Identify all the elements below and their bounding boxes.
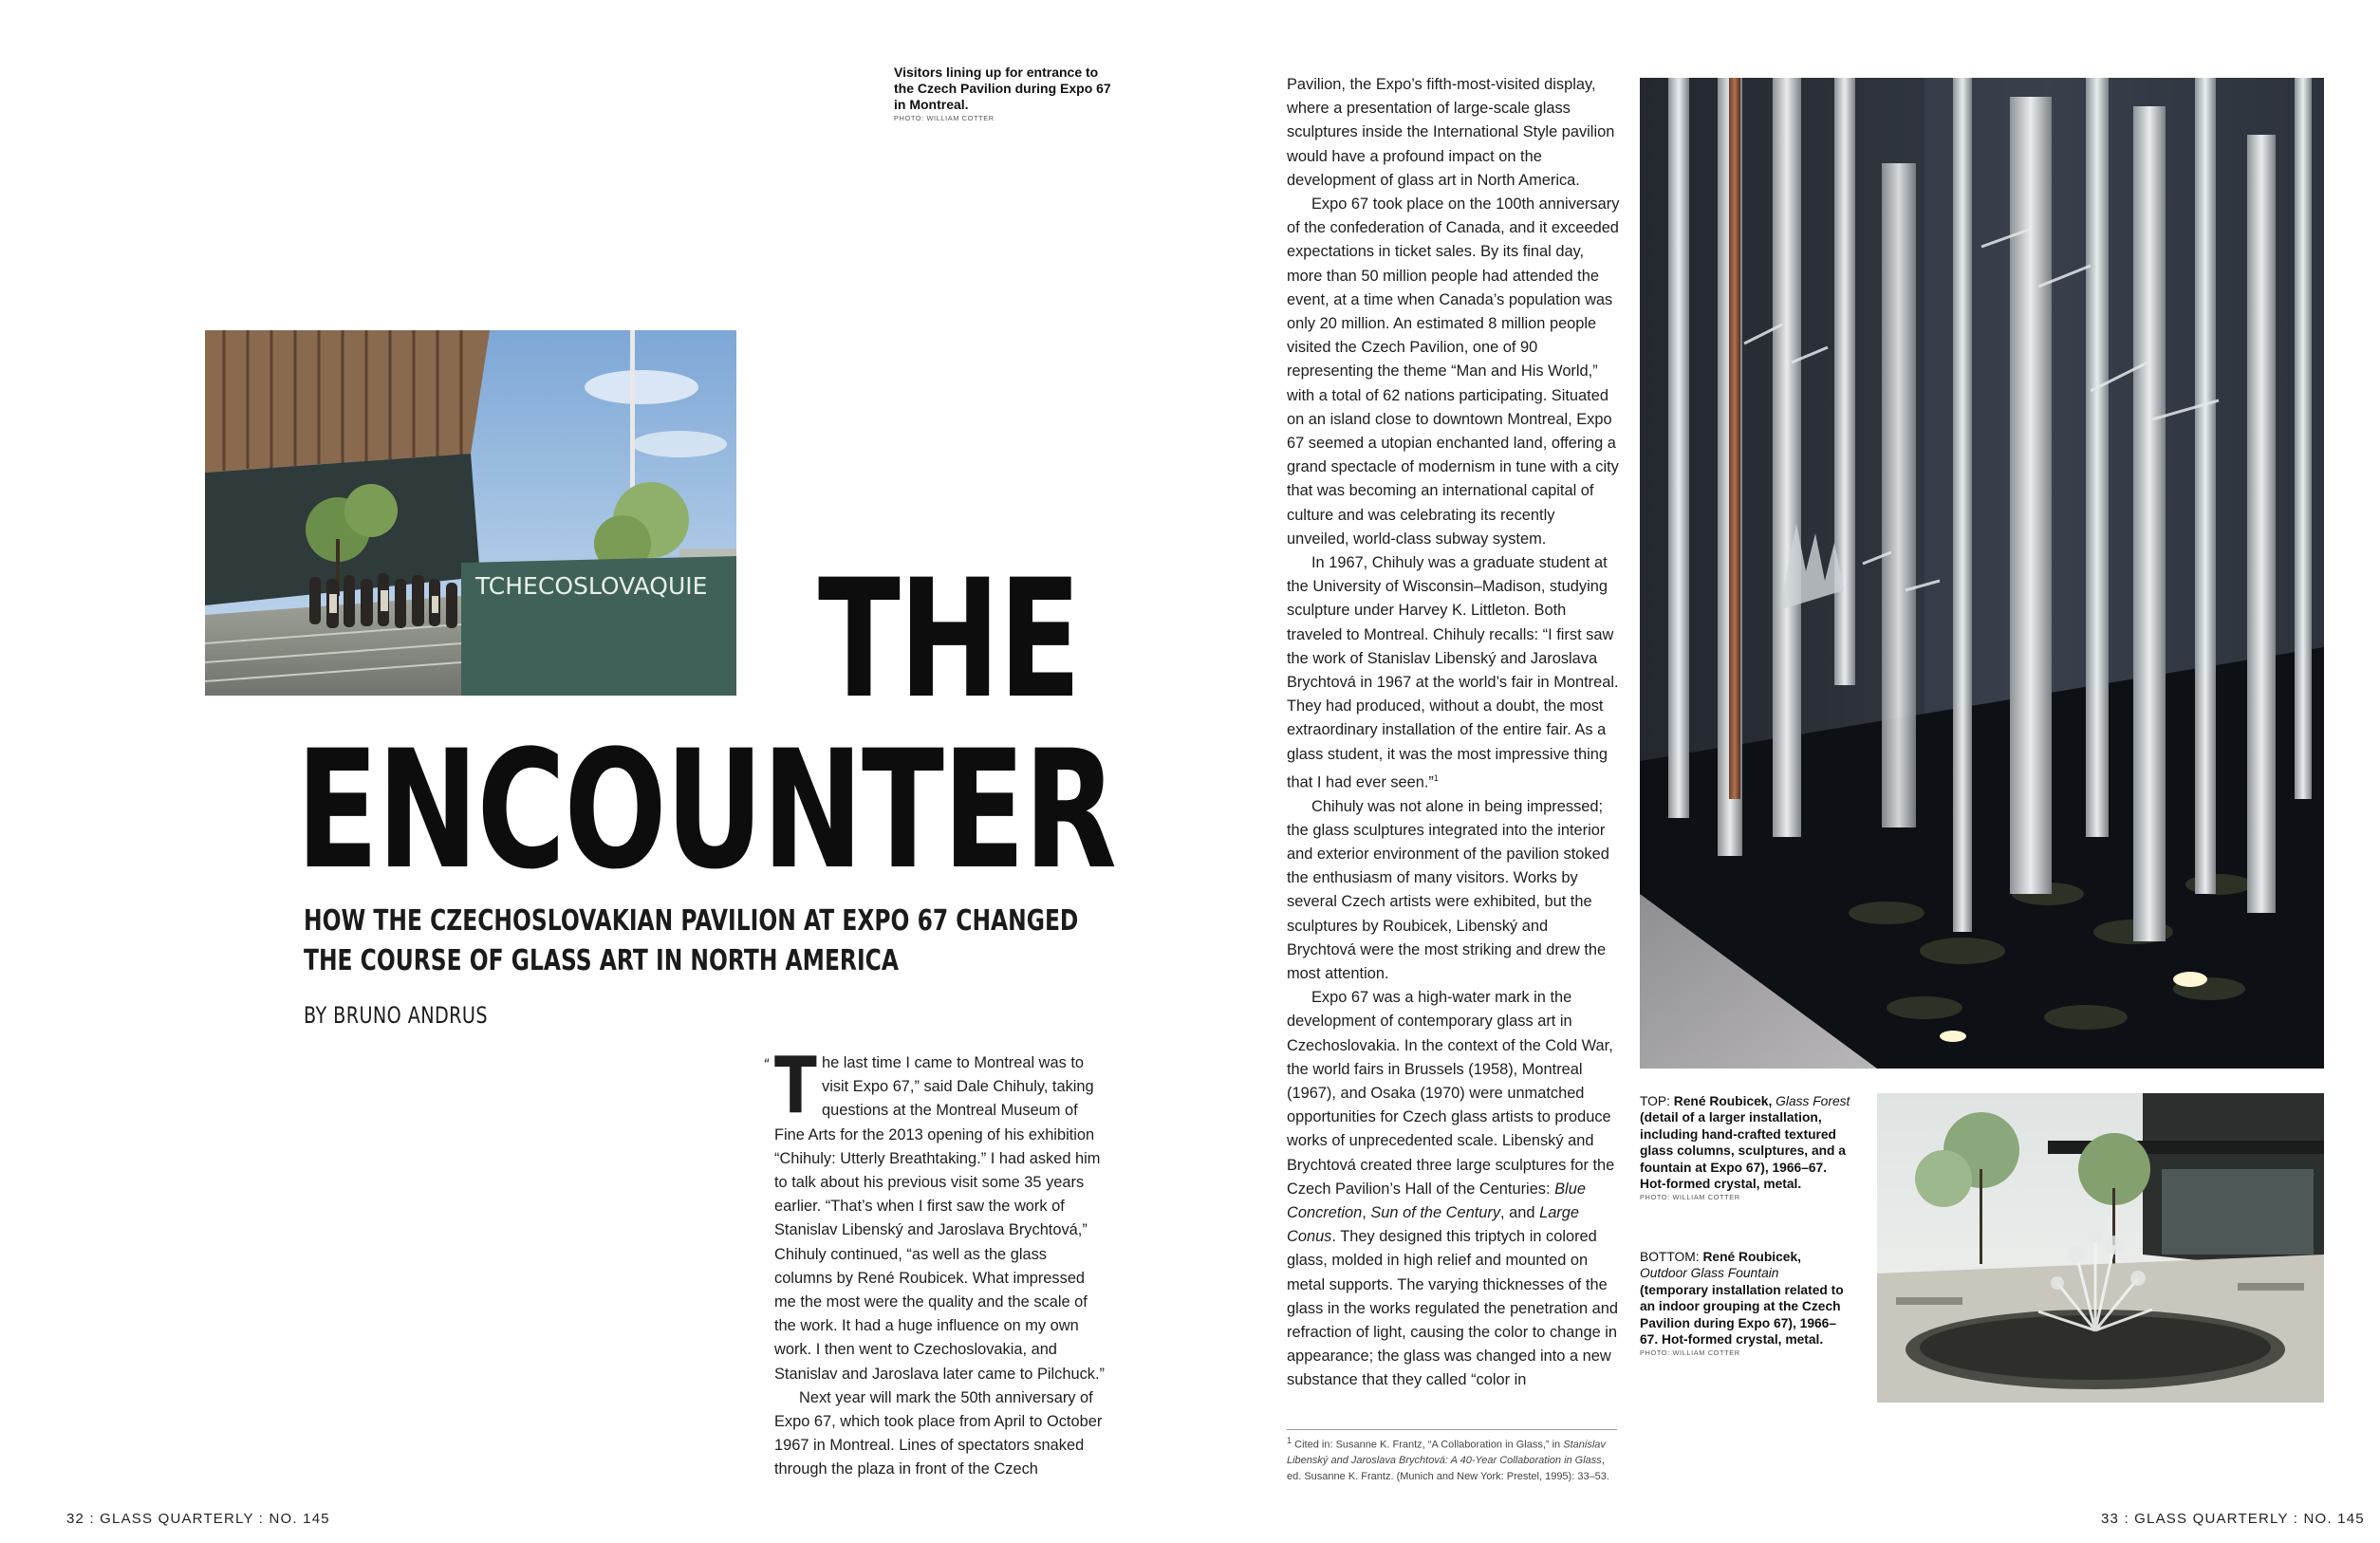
footnote-tail: , ed. Susanne K. Frantz. (Munich and New York: Prestel, 1995): 33–53.: [1287, 1455, 1609, 1482]
footnote-ref: 1: [1433, 772, 1439, 783]
caption-top-artist: René Roubicek,: [1673, 1094, 1773, 1108]
caption-top-title: Glass Forest: [1776, 1094, 1850, 1108]
pavilion-photo-illustration: [205, 330, 736, 696]
pavilion-sign-text: TCHECOSLOVAQUIE: [475, 572, 708, 600]
caption-bottom-artist: René Roubicek,: [1702, 1250, 1801, 1264]
paragraph-7-text: Expo 67 was a high-water mark in the development of contemporary glass art in Czechoslovakia. In the context of the Cold War, the world fairs in Brussels (1958), Montreal (1967), and Osaka (1970) were unmatched opportunities for Czech glass artists to produce works of unprecedented scale. Libenský and Brychtová created three large sculptures for the Czech Pavilion’s Hall of the Centuries:: [1287, 989, 1615, 1198]
footnote: [1287, 1433, 1621, 1484]
caption-bottom: [1640, 1249, 1850, 1358]
drop-cap: [763, 1041, 817, 1131]
artwork-title-3: Large Conus: [1287, 1204, 1579, 1246]
pavilion-photo: [205, 330, 736, 696]
caption-bottom-title: Outdoor Glass Fountain: [1640, 1266, 1779, 1281]
paragraph-5-text: In 1967, Chihuly was a graduate student at the University of Wisconsin–Madison, studying sculpture under Harvey K. Littleton. Both traveled to Montreal. Chihuly recalls: “I first saw the work of Stanislav Libenský and Jaroslava Brychtová in 1967 at the world’s fair in Montreal. They had produced, without a doubt, the most extraordinary installation of the entire fair. As a glass student, it was the most impressive thing that I had ever seen.”: [1287, 554, 1619, 791]
paragraph-6: Chihuly was not alone in being impressed; the glass sculptures integrated into the interior and exterior environment of the pavilion stoked the enthusiasm of many visitors. Works by several Czech artists were exhibited, but the sculptures by Roubicek, Libenský and Brychtová were the most striking and drew the most attention.: [1287, 797, 1609, 982]
deck-line-2: THE COURSE OF GLASS ART IN NORTH AMERICA: [304, 944, 899, 977]
conjunction: , and: [1500, 1204, 1535, 1222]
folio-right: 33 : GLASS QUARTERLY : NO. 145: [2101, 1511, 2365, 1527]
headline-line-2: ENCOUNTER: [296, 715, 1116, 905]
article-column-1: [763, 1041, 1108, 1482]
glass-forest-illustration: [1640, 78, 2324, 1069]
outdoor-fountain-photo: [1877, 1093, 2324, 1403]
photo-credit: PHOTO: WILLIAM COTTER: [894, 114, 995, 122]
paragraph-3: Pavilion, the Expo’s fifth-most-visited display, where a presentation of large-scale glass sculptures inside the International Style pavilion would have a profound impact on the development of glass art in North America.: [1287, 76, 1615, 189]
caption-bottom-credit: PHOTO: WILLIAM COTTER: [1640, 1348, 1740, 1358]
paragraph-1: [763, 1041, 1108, 1386]
footnote-number: 1: [1287, 1436, 1292, 1445]
paragraph-2: Next year will mark the 50th anniversary of Expo 67, which took place from April to October 1967 in Montreal. Lines of spectators snaked through the plaza in front of the Czech: [774, 1388, 1103, 1478]
caption-top-label: TOP:: [1640, 1094, 1670, 1108]
outdoor-fountain-illustration: [1877, 1093, 2324, 1403]
caption-bottom-desc: (temporary installation related to an indoor grouping at the Czech Pavilion during Expo 67), 1966–67. Hot-formed crystal, metal.: [1640, 1282, 1844, 1348]
paragraph-7-tail: . They designed this triptych in colored glass, molded in high relief and mounted on metal supports. The varying thicknesses of the glass in the works regulated the penetration and refraction of light, causing the color to change in appearance; the glass was changed into a new substance that they called “color in: [1287, 1228, 1618, 1389]
artwork-title-1: Blue Concretion: [1287, 1180, 1586, 1222]
footnote-book-title: Stanislav Libenský and Jaroslava Brychtová: A 40-Year Collaboration in Glass: [1287, 1439, 1606, 1467]
top-photo-caption: [894, 65, 1114, 123]
glass-forest-photo: [1640, 78, 2324, 1069]
caption-top-desc: (detail of a larger installation, including hand-crafted textured glass columns, sculptures, and a fountain at Expo 67), 1966–67. Hot-formed crystal, metal.: [1640, 1110, 1846, 1192]
folio-left: 32 : GLASS QUARTERLY : NO. 145: [66, 1511, 330, 1527]
paragraph-7: Expo 67 was a high-water mark in the development of contemporary glass art in Czechoslovakia. In the context of the Cold War, the world fairs in Brussels (1958), Montreal (1967), and Osaka (1970) were unmatched opportunities for Czech glass artists to produce works of unprecedented scale. Libenský and Brychtová created three large sculptures for the Czech Pavilion’s Hall of the Centuries: Blue Concretion, Sun of the Century, and Large Conus. They designed this triptych in colored glass, molded in high relief and mounted on metal supports. The varying thicknesses of the glass in the works regulated the penetration and refraction of light, causing the color to change in appearance; the glass was changed into a new substance that they called “color in: [1287, 989, 1618, 1389]
caption-top-credit: PHOTO: WILLIAM COTTER: [1640, 1193, 1740, 1202]
byline: BY BRUNO ANDRUS: [304, 1002, 488, 1029]
caption-bottom-label: BOTTOM:: [1640, 1250, 1700, 1264]
paragraph-5: [1287, 551, 1621, 795]
paragraph-4: Expo 67 took place on the 100th anniversary of the confederation of Canada, and it exceeded expectations in ticket sales. By its final day, more than 50 million people had attended the event, at a time when Canada’s population was only 20 million. An estimated 8 million people visited the Czech Pavilion, one of 90 representing the theme “Man and His World,” with a total of 62 nations participating. Situated on an island close to downtown Montreal, Expo 67 seemed a utopian enchanted land, offering a grand spectacle of modernism in tune with a city that was becoming an international capital of culture and was celebrating its recently unveiled, world-class subway system.: [1287, 195, 1620, 548]
article-column-2: [1287, 73, 1621, 1393]
paragraph-1-text: he last time I came to Montreal was to visit Expo 67,” said Dale Chihuly, taking questions at the Montreal Museum of Fine Arts for the 2013 opening of his exhibition “Chihuly: Utterly Breathtaking.” I had asked him to talk about his previous visit some 35 years earlier. “That’s when I first saw the work of Stanislav Libenský and Jaroslava Brychtová,” Chihuly continued, “as well as the glass columns by René Roubicek. What impressed me the most were the quality and the scale of the work. It had a huge influence on my own work. I then went to Czechoslovakia, and Stanislav and Jaroslava later came to Pilchuck.”: [774, 1054, 1106, 1383]
headline-line-1: THE: [818, 544, 1080, 734]
deck-line-1: HOW THE CZECHOSLOVAKIAN PAVILION AT EXPO 67 CHANGED: [304, 904, 1079, 938]
drop-cap-letter: T: [774, 1041, 817, 1131]
footnote-lead: Cited in: Susanne K. Frantz, “A Collaboration in Glass,” in: [1294, 1439, 1561, 1451]
caption-top: [1640, 1093, 1850, 1202]
artwork-title-2: Sun of the Century: [1370, 1204, 1501, 1222]
footnote-rule: [1287, 1429, 1617, 1430]
caption-text: Visitors lining up for entrance to the Czech Pavilion during Expo 67 in Montreal.: [894, 65, 1111, 112]
open-quote: “: [763, 1055, 771, 1073]
